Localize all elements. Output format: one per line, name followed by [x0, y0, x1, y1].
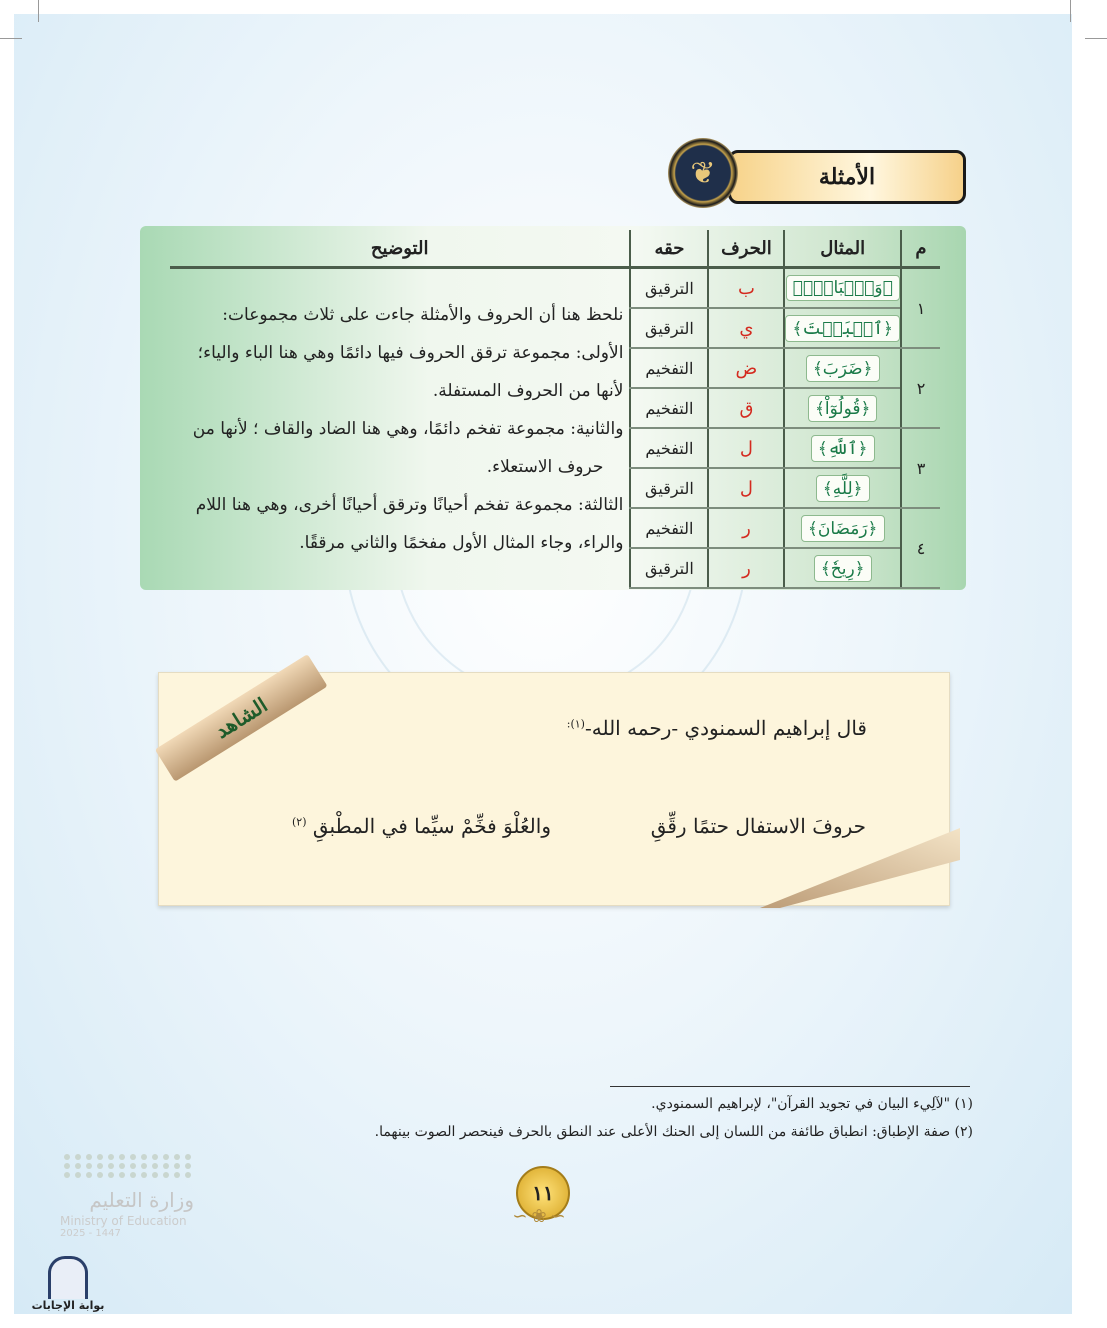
explanation-cell: [170, 268, 630, 589]
logo-arabic: وزارة التعليم: [89, 1188, 194, 1212]
explanation-line: الأولى: مجموعة ترقق الحروف فيها دائمًا وهي هنا الباء والياء؛: [197, 342, 624, 363]
letter: ي: [739, 317, 754, 339]
letter: ل: [739, 477, 753, 499]
example-word: ﴿ضَرَبَ﴾: [806, 355, 880, 382]
rule: التفخيم: [630, 508, 708, 548]
example-word: ﴿رَمَضَانَ﴾: [801, 515, 885, 542]
example-word: ﴿قُولُوٓاْ﴾: [808, 395, 878, 422]
verse-first-hemistich: حروفَ الاستفال حتمًا رقِّقِ: [650, 814, 866, 838]
quote-intro: [567, 716, 867, 740]
table-row: [170, 268, 940, 309]
examples-table: [170, 230, 940, 589]
header-num: م: [901, 230, 940, 268]
letter: ق: [739, 397, 754, 419]
portal-gate-icon: [48, 1256, 88, 1299]
verse-second-hemistich: [292, 814, 551, 838]
crop-mark: [1070, 0, 1071, 22]
row-number: ٤: [901, 508, 940, 588]
crop-mark: [1085, 38, 1107, 39]
page-number: ١١: [516, 1166, 570, 1220]
letter: ر: [742, 557, 751, 579]
letter: ل: [739, 437, 753, 459]
header-example: المثال: [784, 230, 901, 268]
explanation-line: والراء، وجاء المثال الأول مفخمًا والثاني مرققًا.: [299, 532, 624, 553]
rule: التفخيم: [630, 388, 708, 428]
letter: ض: [735, 357, 758, 379]
ribbon-label: الشاهد: [210, 692, 272, 744]
explanation-line: لأنها من الحروف المستفلة.: [432, 380, 624, 401]
header-letter: الحرف: [708, 230, 784, 268]
heading-bar: [728, 150, 966, 204]
explanation-line: حروف الاستعلاء.: [486, 456, 604, 477]
ministry-logo: [60, 1154, 200, 1239]
logo-english: Ministry of Education: [60, 1214, 187, 1228]
footnote-1: (١) "لآلِيء البيان في تجويد القرآن"، لإبراهيم السمنودي.: [651, 1096, 973, 1112]
grape-ornament-icon: ❦: [668, 138, 738, 208]
row-number: ١: [901, 268, 940, 349]
heading-title: الأمثلة: [818, 164, 876, 190]
rule: التفخيم: [630, 348, 708, 388]
verse-ref: (٢): [291, 815, 307, 829]
rule: الترقيق: [630, 468, 708, 508]
example-word: ﴿لِلَّهِ﴾: [816, 475, 870, 502]
rule: الترقيق: [630, 308, 708, 348]
header-rule: حقه: [630, 230, 708, 268]
answers-portal-watermark: [28, 1256, 108, 1322]
crop-mark: [38, 0, 39, 22]
example-word: ﴿ٱللَّهِ﴾: [811, 435, 875, 462]
explanation-line: والثانية: مجموعة تفخم دائمًا، وهي هنا الضاد والقاف ؛ لأنها من: [192, 418, 624, 439]
header-explanation: التوضيح: [170, 230, 630, 268]
page-number-ornament-icon: ∽❀∽: [512, 1206, 570, 1227]
portal-label: بوابة الإجابات: [31, 1299, 105, 1312]
quote-intro-text: قال إبراهيم السمنودي -رحمه الله-: [584, 716, 867, 740]
footnote-divider: [610, 1086, 970, 1087]
rule: الترقيق: [630, 268, 708, 309]
quote-intro-ref: (١):: [566, 717, 585, 731]
logo-dots-icon: [64, 1154, 200, 1178]
example-word: ﴿وَٱلۡبَادِۚ﴾: [786, 275, 900, 301]
example-word: ﴿ٱلۡبَيۡتَ﴾: [785, 315, 900, 342]
verse-second-text: والعُلْوَ فخِّمْ سيِّما في المطْبقِ: [312, 814, 551, 838]
rule: التفخيم: [630, 428, 708, 468]
footnote-2: (٢) صفة الإطباق: انطباق طائفة من اللسان إلى الحنك الأعلى عند النطق بالحرف فينحصر الصوت بينهما.: [374, 1124, 973, 1140]
row-number: ٢: [901, 348, 940, 428]
examples-heading: [668, 140, 968, 212]
explanation-line: الثالثة: مجموعة تفخم أحيانًا وترقق أحيانًا أخرى، وهي هنا اللام: [195, 494, 624, 515]
rule: الترقيق: [630, 548, 708, 588]
example-word: ﴿رِيحٗ﴾: [814, 555, 872, 582]
letter: ب: [737, 277, 755, 299]
crop-mark: [0, 38, 22, 39]
examples-panel: [140, 226, 966, 590]
table-header-row: [170, 230, 940, 268]
row-number: ٣: [901, 428, 940, 508]
logo-year: 2025 - 1447: [60, 1228, 121, 1239]
letter: ر: [742, 517, 751, 539]
explanation-line: نلحظ هنا أن الحروف والأمثلة جاءت على ثلاث مجموعات:: [222, 304, 624, 325]
